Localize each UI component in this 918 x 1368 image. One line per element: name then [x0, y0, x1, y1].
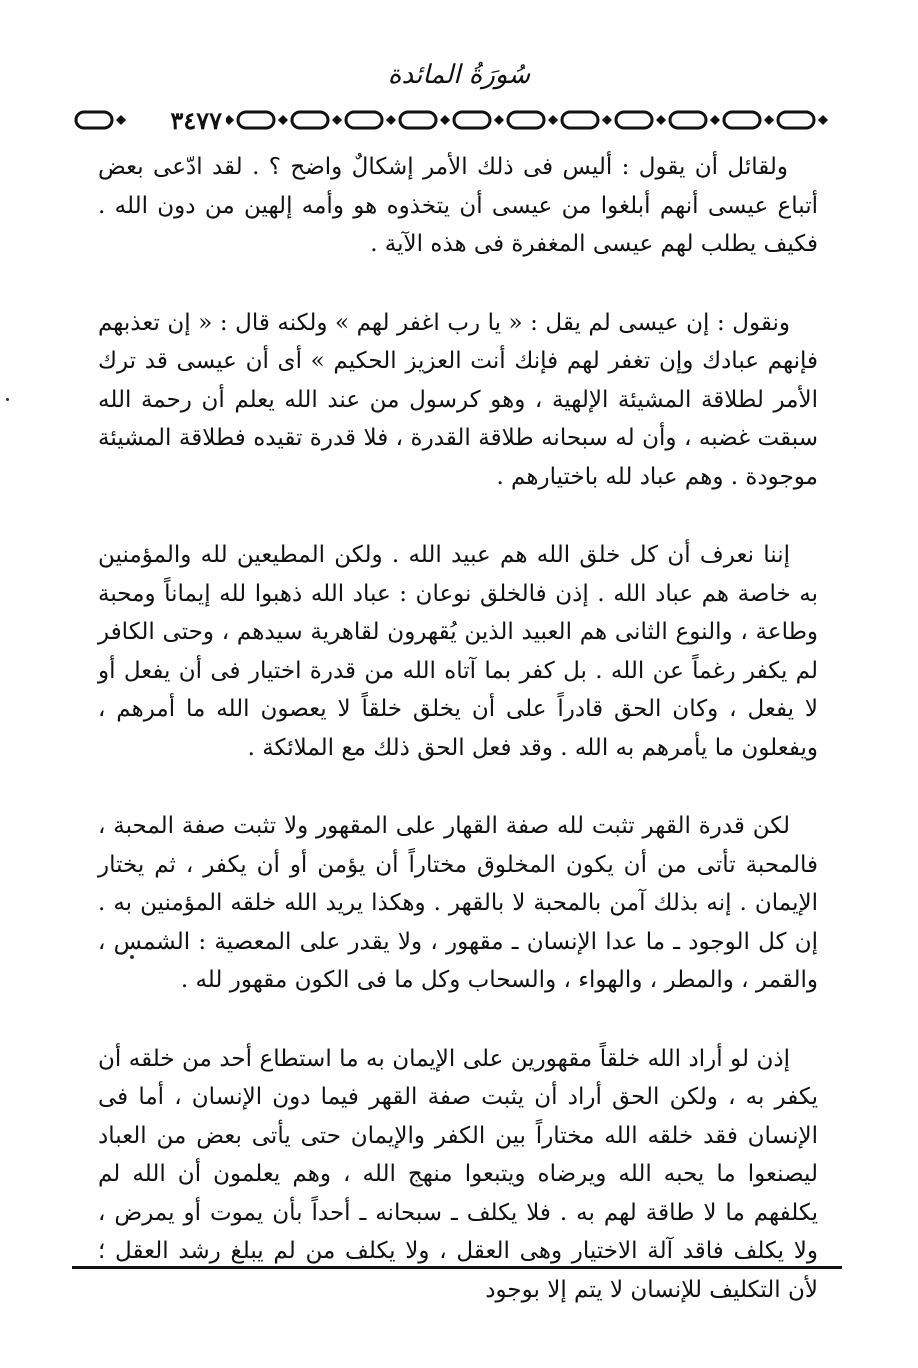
surah-title: سُورَةُ المائدة	[387, 60, 531, 90]
paragraph: إذن لو أراد الله خلقاً مقهورين على الإيمان به ما استطاع أحد من خلقه أن يكفر به ، ولكن الحق أراد أن يثبت صفة القهر فيما دون الإنسان ، أما فى الإنسان فقد خلقه الله مختاراً بين الكفر والإيمان حتى يأتى بعض من العباد ليصنعوا ما يحبه الله ويرضاه ويتبعوا منهج الله ، وهم يعلمون أن الله لم يكلفهم ما لا طاقة لهم به . فلا يكلف ـ سبحانه ـ أحداً بأن يموت أو يمرض ، ولا يكلف فاقد آلة الاختيار وهى العقل ، ولا يكلف من لم يبلغ رشد العقل ؛ لأن التكليف للإنسان لا يتم إلا بوجود	[98, 1045, 818, 1303]
scan-speck	[6, 398, 9, 401]
footer-rule	[72, 1266, 842, 1269]
paragraph: ولقائل أن يقول : أليس فى ذلك الأمر إشكالٌ واضح ؟ . لقد ادّعى بعض أتباع عيسى أنهم أبلغوا من عيسى أن يتخذوه هو وأمه إلهين من دون الله . فكيف يطلب لهم عيسى المغفرة فى هذه الآية .	[98, 154, 818, 257]
paragraph: لكن قدرة القهر تثبت لله صفة القهار على المقهور ولا تثبت صفة المحبة ، فالمحبة تأتى من أن يكون المخلوق مختاراً أن يؤمن أو أن يكفر ، ثم يختار الإيمان . إنه بذلك آمن بالمحبة لا بالقهر . وهكذا يريد الله خلقه المؤمنين به . إن كل الوجود ـ ما عدا الإنسان ـ مقهور ، ولا يقدر على المعصية : الشمس ، والقمر ، والمطر ، والهواء ، والسحاب وكل ما فى الكون مقهور لله .	[98, 813, 818, 993]
paragraph: إننا نعرف أن كل خلق الله هم عبيد الله . ولكن المطيعين لله والمؤمنين به خاصة هم عباد الله . إذن فالخلق نوعان : عباد الله ذهبوا لله إيماناً ومحبة وطاعة ، والنوع الثانى هم العبيد الذين يُقهرون لقاهرية سيدهم ، وحتى الكافر لم يكفر رغماً عن الله . بل كفر بما آتاه الله من قدرة اختيار فى أن يفعل أو لا يفعل ، وكان الحق قادراً على أن يخلق خلقاً لا يعصون الله ما أمرهم ، ويفعلون ما يأمرهم به الله . وقد فعل الحق ذلك مع الملائكة .	[98, 542, 818, 761]
page-body	[98, 148, 818, 1349]
scan-speck	[130, 955, 134, 959]
paragraph: ونقول : إن عيسى لم يقل : « يا رب اغفر لهم » ولكنه قال : « إن تعذبهم فإنهم عبادك وإن تغفر لهم فإنك أنت العزيز الحكيم » أى أن عيسى قد ترك الأمر لطلاقة المشيئة الإلهية ، وهو كرسول من عند الله يعلم أن رحمة الله سبقت غضبه ، وأن له سبحانه طلاقة القدرة ، فلا قدرة تقيده فطلاقة المشيئة موجودة . وهم عباد لله باختيارهم .	[98, 309, 818, 490]
page-number: ٣٤٧٧	[166, 106, 226, 135]
